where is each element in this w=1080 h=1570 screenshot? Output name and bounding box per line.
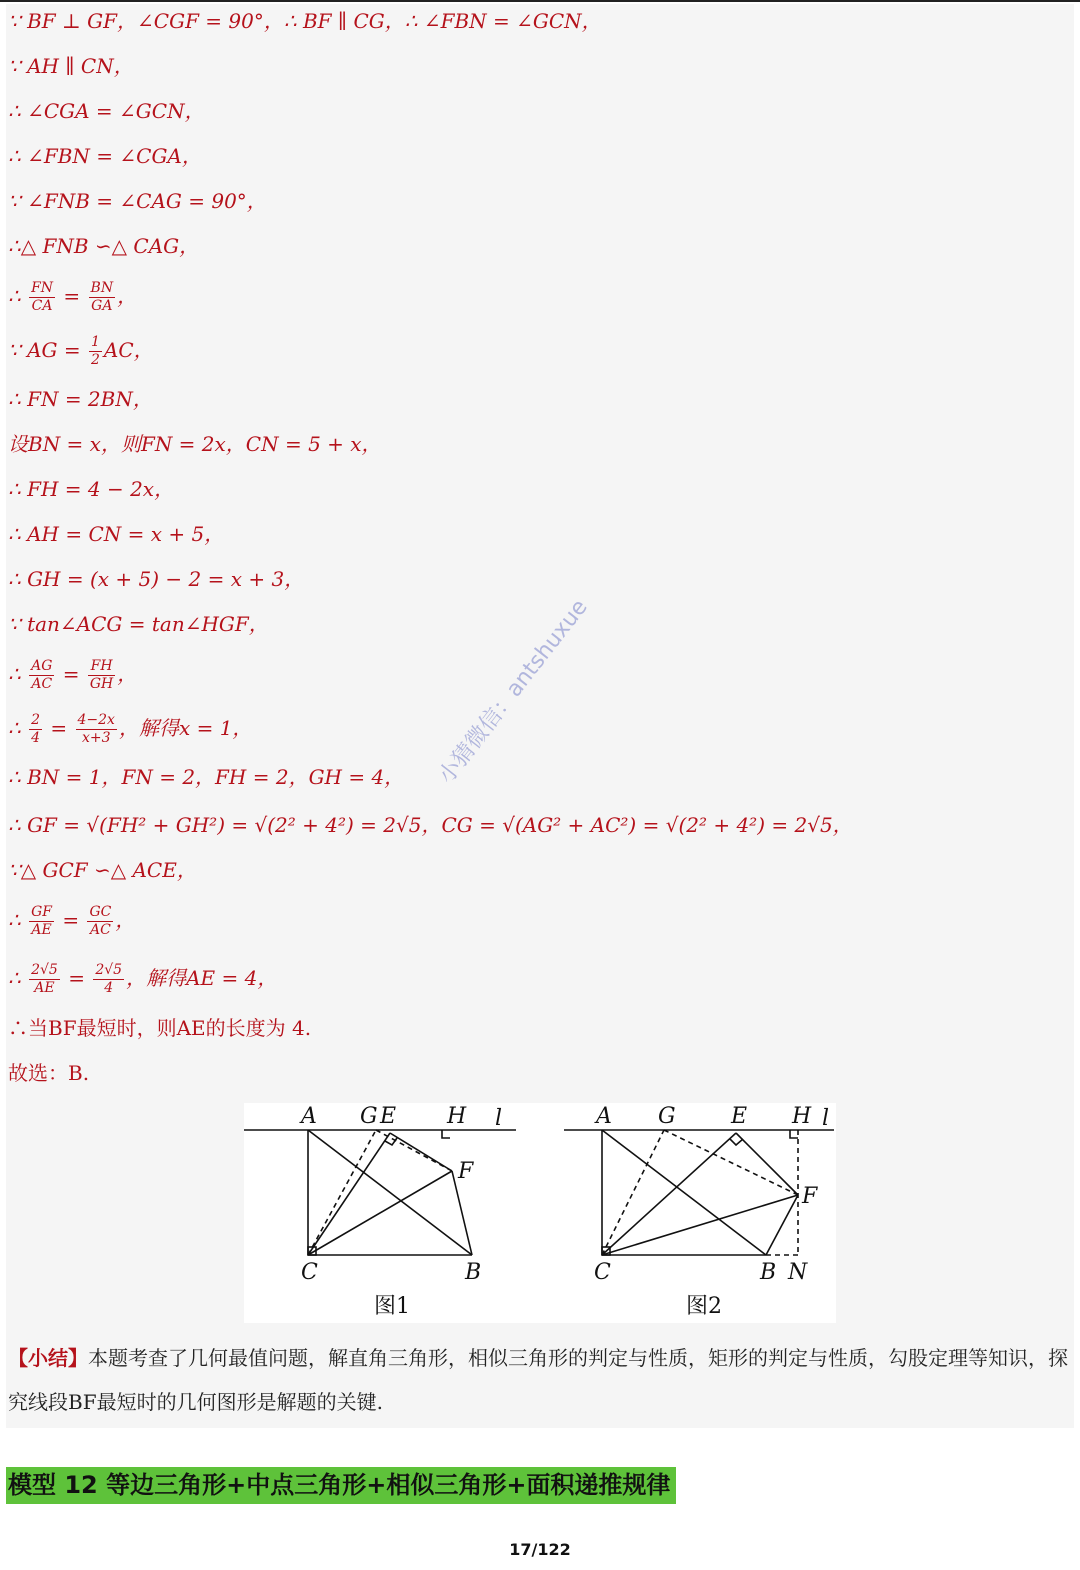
fraction-line-2: ∵ AG = $\frac{1}{2}$ AC， bbox=[8, 334, 154, 368]
fig2-label-N: N bbox=[788, 1260, 808, 1285]
solution-line-7: ∴ FN = 2BN， bbox=[8, 387, 153, 411]
solution-line-2: ∵ AH ∥ CN， bbox=[8, 54, 134, 78]
fig2-label-H: H bbox=[792, 1104, 812, 1129]
summary-text: 本题考查了几何最值问题，解直角三角形，相似三角形的判定与性质，矩形的判定与性质，勾股定理等知识，探究线段BF最短时的几何图形是解题的关键. bbox=[8, 1346, 1068, 1414]
page-number: 17/122 bbox=[509, 1540, 571, 1559]
figure-1 bbox=[244, 1130, 516, 1255]
fraction-line-5: ∴ $\frac{GF}{AE}$ = $\frac{GC}{AC}$ ， bbox=[8, 904, 136, 938]
solution-line-14: ∴ GF = √(FH² + GH²) = √(2² + 4²) = 2√5，CG = √(AG² + AC²) = √(2² + 4²) = 2√5， bbox=[8, 813, 853, 837]
fig2-label-E: E bbox=[731, 1104, 748, 1129]
fig1-label-l: l bbox=[495, 1106, 503, 1131]
solution-line-9: ∴ FH = 4 − 2x， bbox=[8, 477, 175, 501]
answer-line: 故选：B. bbox=[8, 1061, 90, 1085]
solution-line-6: ∴△ FNB ∽△ CAG， bbox=[8, 234, 200, 258]
fraction-line-6: ∴ $\frac{2√5}{AE}$ = $\frac{2√5}{4}$ ，解得AE = 4， bbox=[8, 962, 278, 996]
solution-line-3: ∴ ∠CGA = ∠GCN， bbox=[8, 99, 205, 123]
solution-line-8: 设BN = x，则FN = 2x，CN = 5 + x， bbox=[8, 432, 382, 456]
solution-line-4: ∴ ∠FBN = ∠CGA， bbox=[8, 144, 202, 168]
fig2-label-A: A bbox=[596, 1104, 612, 1129]
solution-line-12: ∵ tan∠ACG = tan∠HGF， bbox=[8, 612, 269, 636]
summary-paragraph bbox=[8, 1336, 1070, 1424]
fig2-label-G: G bbox=[658, 1104, 676, 1129]
fig2-label-C: C bbox=[594, 1260, 611, 1285]
fig1-label-B: B bbox=[465, 1260, 482, 1285]
watermark-text: 小猜微信：antshuxue bbox=[433, 595, 593, 789]
geometry-figures bbox=[244, 1103, 836, 1323]
fig1-label-E: E bbox=[380, 1104, 397, 1129]
solution-line-1: ∵ BF ⊥ GF，∠CGF = 90°，∴ BF ∥ CG，∴ ∠FBN = ∠GCN， bbox=[8, 9, 602, 33]
fig2-label-F: F bbox=[802, 1184, 818, 1209]
top-rule bbox=[0, 0, 1080, 2]
fraction-line-1: ∴ $\frac{FN}{CA}$ = $\frac{BN}{GA}$ ， bbox=[8, 280, 138, 314]
solution-line-10: ∴ AH = CN = x + 5， bbox=[8, 522, 225, 546]
fig1-label-A: A bbox=[301, 1104, 317, 1129]
fig2-label-l: l bbox=[822, 1106, 830, 1131]
summary-tag: 【小结】 bbox=[8, 1346, 88, 1370]
fig1-label-F: F bbox=[458, 1159, 474, 1184]
fig1-label-G: G bbox=[360, 1104, 378, 1129]
figure-2 bbox=[564, 1130, 834, 1255]
fig1-caption: 图1 bbox=[374, 1294, 410, 1319]
fraction-line-4: ∴ $\frac{2}{4}$ = $\frac{4-2x}{x+3}$ ，解得x = 1， bbox=[8, 712, 253, 746]
fig2-label-B: B bbox=[760, 1260, 777, 1285]
fig1-label-C: C bbox=[301, 1260, 318, 1285]
fig1-label-H: H bbox=[447, 1104, 467, 1129]
fig2-caption: 图2 bbox=[686, 1294, 722, 1319]
solution-line-11: ∴ GH = (x + 5) − 2 = x + 3， bbox=[8, 567, 305, 591]
conclusion-line: ∴当BF最短时，则AE的长度为 4. bbox=[8, 1016, 312, 1040]
solution-line-15: ∵△ GCF ∽△ ACE， bbox=[8, 858, 197, 882]
geometry-svg bbox=[244, 1103, 836, 1323]
solution-line-13: ∴ BN = 1，FN = 2，FH = 2，GH = 4， bbox=[8, 765, 405, 789]
fraction-line-3: ∴ $\frac{AG}{AC}$ = $\frac{FH}{GH}$ ， bbox=[8, 658, 138, 692]
solution-line-5: ∵ ∠FNB = ∠CAG = 90°， bbox=[8, 189, 267, 213]
model-heading: 模型 12 等边三角形+中点三角形+相似三角形+面积递推规律 bbox=[6, 1467, 676, 1504]
